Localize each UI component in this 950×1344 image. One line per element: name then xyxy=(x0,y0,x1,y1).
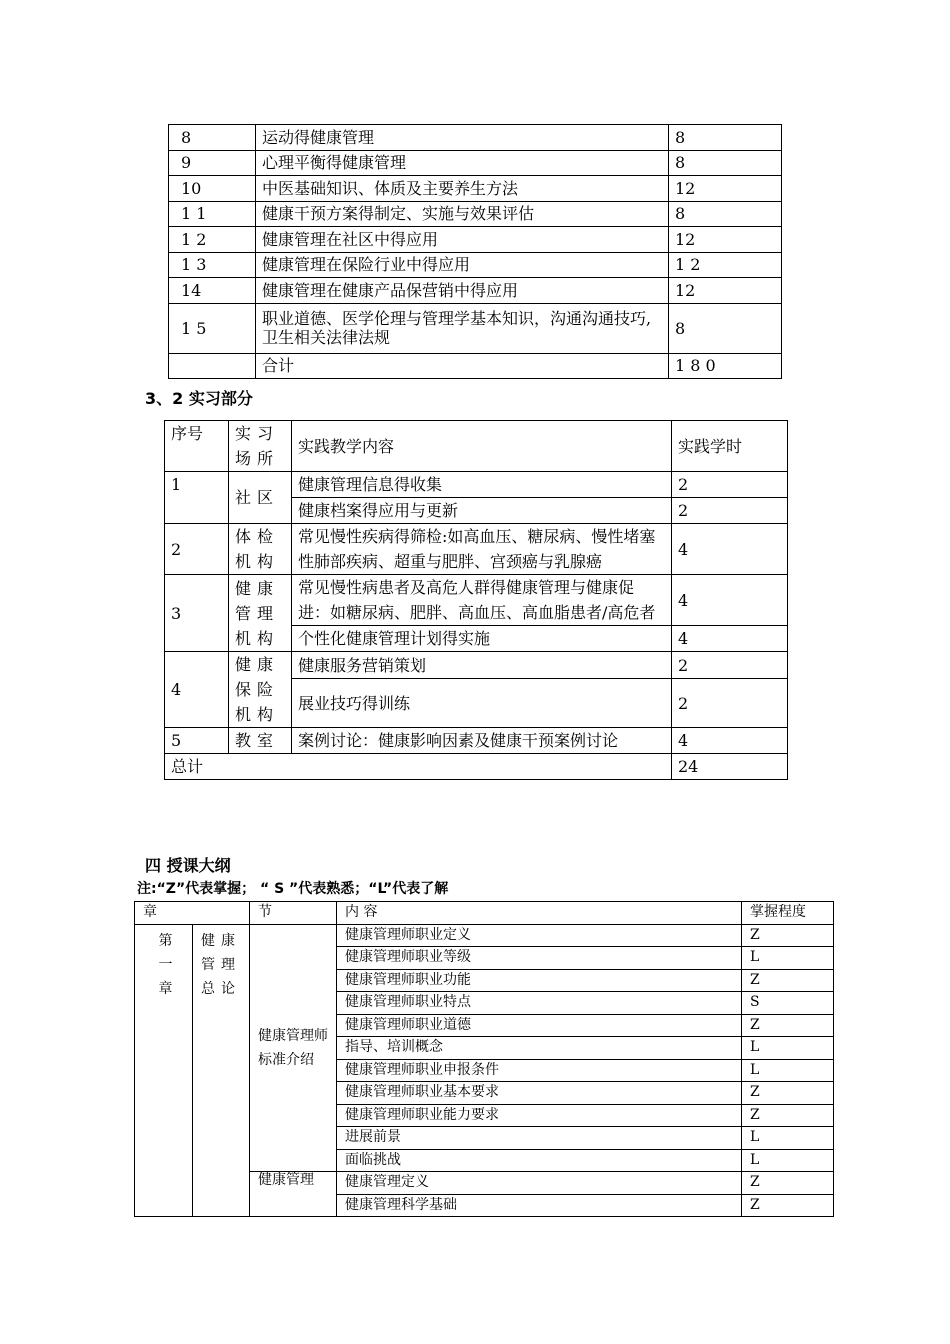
item-content: 案例讨论：健康影响因素及健康干预案例讨论 xyxy=(292,728,672,754)
row-hours: 12 xyxy=(669,227,782,253)
item-hours: 4 xyxy=(672,575,788,626)
header-chapter: 章 xyxy=(135,902,250,925)
item-content: 健康管理科学基础 xyxy=(337,1194,742,1217)
item-level: S xyxy=(742,992,834,1015)
group-no: 1 xyxy=(165,472,229,524)
item-content: 常见慢性病患者及高危人群得健康管理与健康促进：如糖尿病、肥胖、高血压、高血脂患者/高危者 xyxy=(292,575,672,626)
table-row xyxy=(169,201,782,227)
table-header-row xyxy=(135,902,834,925)
group-no: 2 xyxy=(165,524,229,575)
row-hours: 8 xyxy=(669,150,782,176)
row-hours: 8 xyxy=(669,125,782,151)
group-place: 体检机构 xyxy=(229,524,292,575)
chapter-label: 第一章 xyxy=(135,924,193,1217)
item-content: 展业技巧得训练 xyxy=(292,679,672,728)
item-content: 进展前景 xyxy=(337,1127,742,1150)
table-row xyxy=(169,150,782,176)
item-hours: 2 xyxy=(672,498,788,524)
chapter-title: 健康管理总论 xyxy=(193,924,250,1217)
item-level: L xyxy=(742,1059,834,1082)
table-row xyxy=(165,575,788,626)
row-hours: 1 2 xyxy=(669,252,782,278)
item-level: Z xyxy=(742,924,834,947)
item-content: 健康管理师职业等级 xyxy=(337,947,742,970)
item-level: Z xyxy=(742,1194,834,1217)
total-hours: 24 xyxy=(672,754,788,780)
item-level: Z xyxy=(742,1082,834,1105)
row-content: 健康管理在健康产品保营销中得应用 xyxy=(256,278,669,304)
item-content: 健康管理师职业特点 xyxy=(337,992,742,1015)
table-row xyxy=(169,303,782,353)
section-heading-internship: 3、2 实习部分 xyxy=(145,389,253,408)
row-number: 10 xyxy=(169,176,256,202)
table-row-total xyxy=(169,353,782,379)
header-content: 内 容 xyxy=(337,902,742,925)
table-row xyxy=(169,176,782,202)
item-content: 面临挑战 xyxy=(337,1149,742,1172)
item-level: Z xyxy=(742,1172,834,1195)
item-content: 健康管理师职业定义 xyxy=(337,924,742,947)
row-number: 8 xyxy=(169,125,256,151)
total-label: 合计 xyxy=(256,353,669,379)
section-name: 健康管理 xyxy=(250,1172,337,1217)
table-row xyxy=(169,125,782,151)
row-content: 心理平衡得健康管理 xyxy=(256,150,669,176)
group-place: 健康保险机构 xyxy=(229,652,292,728)
table-row xyxy=(165,524,788,575)
row-hours: 12 xyxy=(669,278,782,304)
table-header-row xyxy=(165,421,788,472)
row-number: 1 3 xyxy=(169,252,256,278)
item-content: 健康服务营销策划 xyxy=(292,652,672,679)
item-hours: 4 xyxy=(672,728,788,754)
table-row xyxy=(169,278,782,304)
row-hours: 12 xyxy=(669,176,782,202)
item-hours: 2 xyxy=(672,472,788,498)
item-content: 指导、培训概念 xyxy=(337,1037,742,1060)
table-row xyxy=(169,227,782,253)
row-content: 职业道德、医学伦理与管理学基本知识，沟通沟通技巧,卫生相关法律法规 xyxy=(256,303,669,353)
row-hours: 8 xyxy=(669,201,782,227)
item-level: L xyxy=(742,1149,834,1172)
row-number xyxy=(169,353,256,379)
section-heading-syllabus: 四 授课大纲 xyxy=(145,856,231,875)
item-content: 个性化健康管理计划得实施 xyxy=(292,626,672,652)
row-hours: 8 xyxy=(669,303,782,353)
item-level: Z xyxy=(742,969,834,992)
item-level: Z xyxy=(742,1014,834,1037)
course-hours-table xyxy=(168,124,782,379)
item-level: Z xyxy=(742,1104,834,1127)
group-place: 教室 xyxy=(229,728,292,754)
row-number: 1 1 xyxy=(169,201,256,227)
group-no: 5 xyxy=(165,728,229,754)
item-level: L xyxy=(742,1037,834,1060)
item-hours: 4 xyxy=(672,626,788,652)
item-content: 健康管理定义 xyxy=(337,1172,742,1195)
item-hours: 2 xyxy=(672,679,788,728)
group-no: 4 xyxy=(165,652,229,728)
group-place: 健康管理机构 xyxy=(229,575,292,652)
row-number: 9 xyxy=(169,150,256,176)
table-row xyxy=(135,924,834,947)
table-row xyxy=(165,472,788,498)
group-place: 社区 xyxy=(229,472,292,524)
item-content: 常见慢性疾病得筛检:如高血压、糖尿病、慢性堵塞性肺部疾病、超重与肥胖、宫颈癌与乳腺癌 xyxy=(292,524,672,575)
item-content: 健康管理信息得收集 xyxy=(292,472,672,498)
row-content: 健康管理在社区中得应用 xyxy=(256,227,669,253)
table-row xyxy=(169,252,782,278)
group-no: 3 xyxy=(165,575,229,652)
table-row-total xyxy=(165,754,788,780)
row-number: 1 5 xyxy=(169,303,256,353)
total-hours: 1 8 0 xyxy=(669,353,782,379)
item-content: 健康管理师职业能力要求 xyxy=(337,1104,742,1127)
total-label: 总计 xyxy=(165,754,672,780)
row-content: 健康干预方案得制定、实施与效果评估 xyxy=(256,201,669,227)
table-row xyxy=(165,728,788,754)
item-content: 健康管理师职业道德 xyxy=(337,1014,742,1037)
item-content: 健康档案得应用与更新 xyxy=(292,498,672,524)
row-number: 1 2 xyxy=(169,227,256,253)
header-section: 节 xyxy=(250,902,337,925)
course-hours-body xyxy=(169,125,782,379)
row-content: 健康管理在保险行业中得应用 xyxy=(256,252,669,278)
item-content: 健康管理师职业申报条件 xyxy=(337,1059,742,1082)
section-name: 健康管理师标准介绍 xyxy=(250,924,337,1172)
header-place: 实习场所 xyxy=(229,421,292,472)
item-level: L xyxy=(742,1127,834,1150)
header-content: 实践教学内容 xyxy=(292,421,672,472)
syllabus-table xyxy=(134,901,834,1217)
legend-note: 注:“Z”代表掌握； “ S ”代表熟悉；“L”代表了解 xyxy=(137,881,449,897)
table-row xyxy=(165,652,788,679)
header-level: 掌握程度 xyxy=(742,902,834,925)
header-no: 序号 xyxy=(165,421,229,472)
row-number: 14 xyxy=(169,278,256,304)
item-hours: 2 xyxy=(672,652,788,679)
row-content: 中医基础知识、体质及主要养生方法 xyxy=(256,176,669,202)
item-content: 健康管理师职业基本要求 xyxy=(337,1082,742,1105)
row-content: 运动得健康管理 xyxy=(256,125,669,151)
internship-table xyxy=(164,420,788,780)
item-hours: 4 xyxy=(672,524,788,575)
item-level: L xyxy=(742,947,834,970)
header-hours: 实践学时 xyxy=(672,421,788,472)
item-content: 健康管理师职业功能 xyxy=(337,969,742,992)
